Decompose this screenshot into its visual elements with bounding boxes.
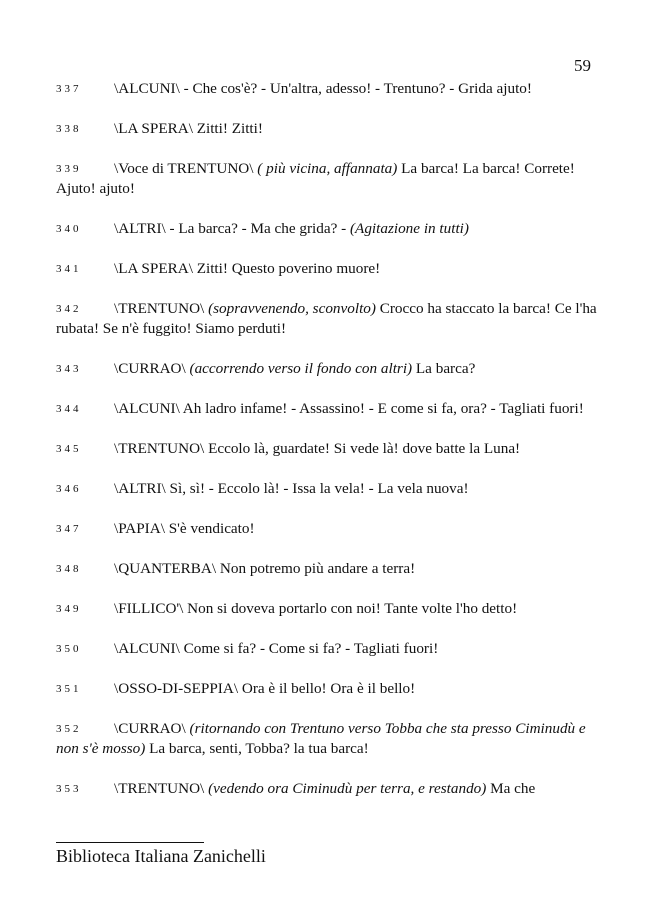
dialogue-text: \LA SPERA\ Zitti! Questo poverino muore! [114,260,381,277]
dialogue-text: \ALTRI\ Sì, sì! - Eccolo là! - Issa la vela! - La vela nuova! [114,480,469,497]
dialogue-text: \QUANTERBA\ Non potremo più andare a terra! [114,560,416,577]
line-number: 347 [56,523,82,535]
dialogue-text: \FILLICO'\ Non si doveva portarlo con noi! Tante volte l'ho detto! [114,600,518,617]
line-number: 339 [56,163,82,175]
dialogue-entry [56,359,602,379]
line-number: 352 [56,723,82,735]
stage-direction: (Agitazione in tutti) [350,220,469,237]
dialogue-text: \CURRAO\ [114,360,190,377]
dialogue-entry [56,779,602,799]
line-number: 342 [56,303,82,315]
dialogue-text: \TRENTUNO\ [114,300,209,317]
dialogue-text: \OSSO-DI-SEPPIA\ Ora è il bello! Ora è il bello! [114,680,416,697]
line-number: 349 [56,603,82,615]
dialogue-entry [56,299,602,339]
dialogue-text: Crocco ha staccato la barca! Ce l'ha rubata! Se n'è fuggito! Siamo perduti! [56,300,597,337]
dialogue-entry [56,79,602,99]
dialogue-entry [56,639,602,659]
dialogue-text: La barca, senti, Tobba? la tua barca! [145,740,369,757]
stage-direction: (ritornando con Trentuno verso Tobba che sta presso Ciminudù e non s'è mosso) [56,720,586,757]
line-number: 341 [56,263,82,275]
dialogue-entry [56,559,602,579]
line-number: 337 [56,83,82,95]
dialogue-entry [56,519,602,539]
dialogue-entry [56,259,602,279]
stage-direction: (vedendo ora Ciminudù per terra, e restando) [208,780,487,797]
stage-direction: (accorrendo verso il fondo con altri) [189,360,413,377]
line-number: 350 [56,643,82,655]
footer-source: Biblioteca Italiana Zanichelli [56,846,266,866]
dialogue-entry [56,219,602,239]
dialogue-entry [56,599,602,619]
dialogue-text: Ma che [486,780,536,797]
dialogue-text: La barca? [412,360,476,377]
dialogue-text: \ALCUNI\ Ah ladro infame! - Assassino! - E come si fa, ora? - Tagliati fuori! [114,400,584,417]
dialogue-text: La barca! La barca! Correte! Ajuto! ajuto! [56,160,575,197]
line-number: 353 [56,783,82,795]
line-number: 340 [56,223,82,235]
dialogue-list [56,79,602,819]
dialogue-entry [56,719,602,759]
dialogue-text: \ALCUNI\ - Che cos'è? - Un'altra, adesso! - Trentuno? - Grida ajuto! [114,80,532,97]
dialogue-entry [56,439,602,459]
line-number: 338 [56,123,82,135]
dialogue-entry [56,159,602,199]
stage-direction: (sopravvenendo, sconvolto) [208,300,376,317]
line-number: 351 [56,683,82,695]
dialogue-text: \TRENTUNO\ Eccolo là, guardate! Si vede là! dove batte la Luna! [114,440,521,457]
dialogue-entry [56,399,602,419]
line-number: 346 [56,483,82,495]
dialogue-text: \CURRAO\ [114,720,190,737]
dialogue-entry [56,119,602,139]
page-number: 59 [574,56,591,75]
line-number: 344 [56,403,82,415]
line-number: 348 [56,563,82,575]
dialogue-text: \PAPIA\ S'è vendicato! [114,520,255,537]
dialogue-text: \TRENTUNO\ [114,780,209,797]
dialogue-text: \LA SPERA\ Zitti! Zitti! [114,120,263,137]
footer-rule [56,842,204,843]
dialogue-text: \ALCUNI\ Come si fa? - Come si fa? - Tagliati fuori! [114,640,439,657]
dialogue-entry [56,479,602,499]
stage-direction: ( più vicina, affannata) [257,160,398,177]
line-number: 343 [56,363,82,375]
line-number: 345 [56,443,82,455]
dialogue-text: \ALTRI\ - La barca? - Ma che grida? - [114,220,350,237]
dialogue-entry [56,679,602,699]
dialogue-text: \Voce di TRENTUNO\ [114,160,258,177]
